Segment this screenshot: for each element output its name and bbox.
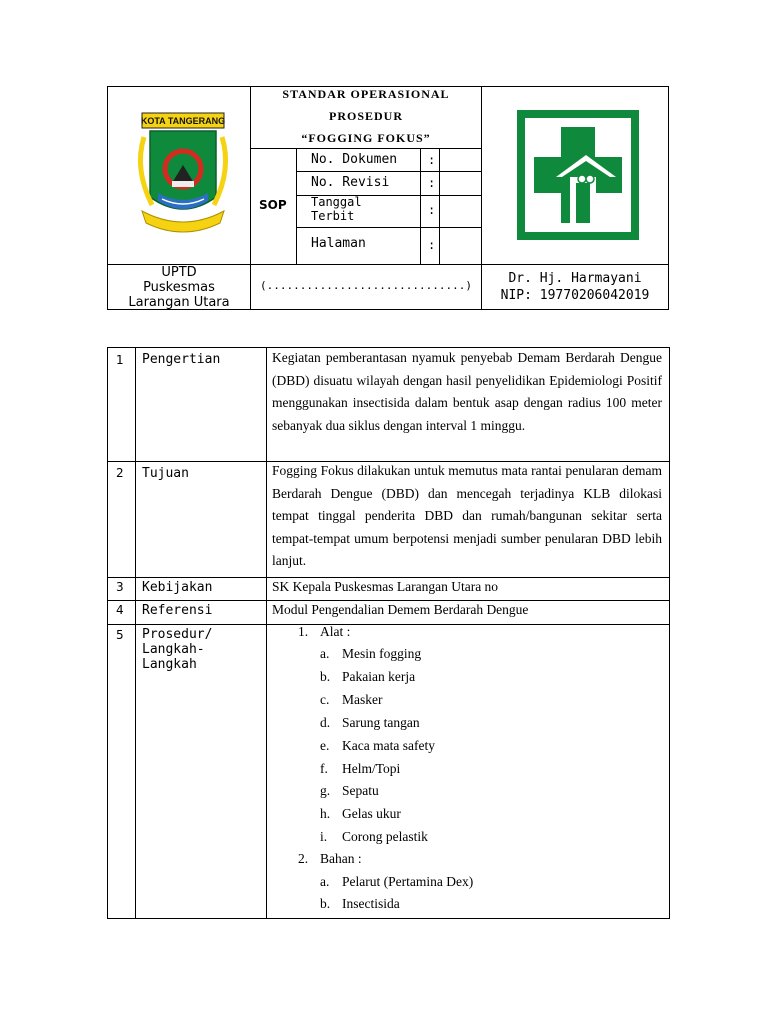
list-marker: b. — [320, 669, 331, 684]
row-label-prosedur: Langkah — [142, 657, 197, 672]
row-text-pengertian: Kegiatan pemberantasan nyamuk penyebab Demam Berdarah Dengue (DBD) disuatu wilayah dengan hasil penyelidikan Epidemiologi Positif menggunakan insectisida dalam bentuk asap dengan radius 100 meter sebanyak dua siklus dengan interval 1 minggu. — [272, 350, 662, 433]
list-text: Sarung tangan — [342, 715, 420, 730]
row-label-referensi: Referensi — [142, 603, 213, 618]
list-text: Pelarut (Pertamina Dex) — [342, 874, 474, 889]
list-text: Mesin fogging — [342, 646, 422, 661]
list-text: Insectisida — [342, 896, 400, 911]
sop-label: SOP — [259, 198, 287, 212]
list-title: Bahan : — [320, 851, 362, 866]
meta-colon: : — [428, 176, 436, 190]
meta-label-no-revisi: No. Revisi — [311, 175, 390, 190]
meta-label-halaman: Halaman — [311, 236, 366, 251]
list-marker: 2. — [298, 851, 309, 866]
row-label-pengertian: Pengertian — [142, 352, 221, 367]
row-text-tujuan: Fogging Fokus dilakukan untuk memutus mata rantai penularan demam Berdarah Dengue (DBD) dan mencegah terjadinya KLB dilokasi tempat tinggal penderita DBD dan rumah/bangunan sekitar serta tempat-tempat umum berpotensi menjadi sumber penularan DBD lebih lanjut. — [272, 463, 662, 568]
list-marker: d. — [320, 715, 331, 730]
list-text: Corong pelastik — [342, 829, 428, 844]
kota-tangerang-logo — [128, 109, 238, 241]
list-marker: a. — [320, 646, 330, 661]
list-marker: i. — [320, 829, 328, 844]
row-number: 4 — [116, 603, 124, 617]
meta-colon: : — [428, 153, 436, 167]
row-label-tujuan: Tujuan — [142, 466, 189, 481]
list-text: Pakaian kerja — [342, 669, 416, 684]
sop-title-line-3: “FOGGING FOKUS” — [301, 131, 431, 145]
row-number: 1 — [116, 353, 124, 367]
list-marker: h. — [320, 806, 331, 821]
meta-label-no-dokumen: No. Dokumen — [311, 152, 398, 167]
list-text: Kaca mata safety — [342, 738, 435, 753]
list-text: Masker — [342, 692, 383, 707]
sop-header-table — [107, 86, 669, 310]
meta-colon: : — [428, 203, 436, 217]
list-marker: b. — [320, 896, 331, 911]
org-name-line-3: Larangan Utara — [128, 295, 230, 310]
sop-title-line-1: STANDAR OPERASIONAL — [282, 87, 450, 101]
list-marker: g. — [320, 783, 331, 798]
meta-colon: : — [428, 238, 436, 252]
row-number: 2 — [116, 466, 124, 480]
logo-banner-text: KOTA TANGERANG — [140, 116, 226, 126]
sop-content-table — [107, 347, 670, 919]
row-label-prosedur: Prosedur/ — [142, 627, 213, 642]
row-number: 3 — [116, 580, 124, 594]
org-name-line-1: UPTD — [161, 265, 197, 280]
list-marker: 1. — [298, 624, 309, 639]
puskesmas-logo — [516, 109, 640, 241]
signer-name: Dr. Hj. Harmayani — [508, 271, 642, 286]
row-text-referensi: Modul Pengendalian Demem Berdarah Dengue — [272, 602, 529, 617]
row-label-prosedur: Langkah- — [142, 642, 205, 657]
signature-placeholder: (..............................) — [260, 279, 472, 292]
list-text: Sepatu — [342, 783, 379, 798]
signer-nip: NIP: 19770206042019 — [500, 288, 650, 303]
row-number: 5 — [116, 628, 124, 642]
list-marker: a. — [320, 874, 330, 889]
list-title: Alat : — [320, 624, 351, 639]
list-marker: c. — [320, 692, 330, 707]
list-text: Helm/Topi — [342, 761, 401, 776]
org-name-line-2: Puskesmas — [143, 280, 215, 295]
row-text-kebijakan: SK Kepala Puskesmas Larangan Utara no — [272, 579, 499, 594]
row-label-kebijakan: Kebijakan — [142, 580, 213, 595]
list-marker: f. — [320, 761, 328, 776]
list-text: Gelas ukur — [342, 806, 401, 821]
list-marker: e. — [320, 738, 330, 753]
meta-label-tanggal-terbit: Tanggal Terbit — [311, 195, 362, 223]
sop-title-line-2: PROSEDUR — [328, 109, 403, 123]
